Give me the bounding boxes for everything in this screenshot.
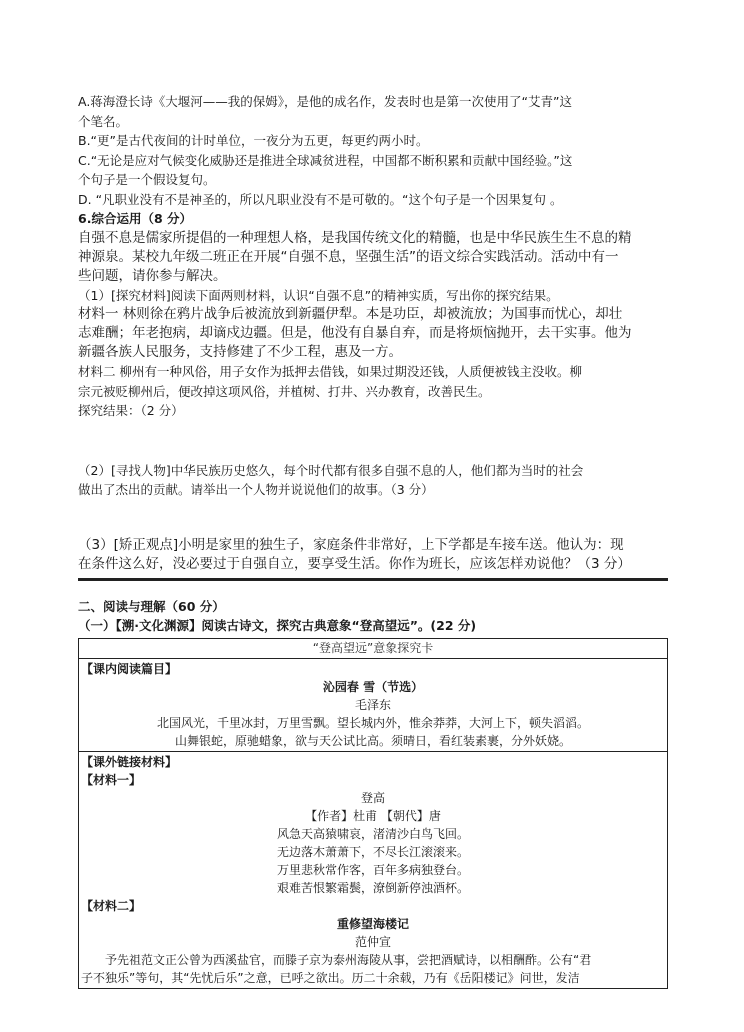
q6-part3-line1: （3）[矫正观点]小明是家里的独生子，家庭条件非常好，上下学都是车接车送。他认为：现	[78, 536, 624, 553]
section-divider	[78, 578, 668, 581]
answer-space-1	[78, 421, 668, 461]
material2-line2: 宗元被贬柳州后，便改掉这项风俗，并植树、打井、兴办教育，改善民生。	[78, 383, 491, 399]
card-extra-section	[79, 752, 667, 988]
q6-intro-line1: 自强不息是儒家所提倡的一种理想人格，是我国传统文化的精髓，也是中华民族生生不息的精	[78, 229, 632, 246]
q6-part2-line1: （2）[寻找人物]中华民族历史悠久，每个时代都有很多自强不息的人，他们都为当时的社会	[78, 462, 584, 478]
material2-line1: 材料二 柳州有一种风俗，用子女作为抵押去借钱，如果过期没还钱，人质便被钱主没收。柳	[78, 364, 582, 379]
q6-part2-line2: 做出了杰出的贡献。请举出一个人物并说说他们的故事。（3 分）	[78, 482, 434, 497]
option-d: D. “凡职业没有不是神圣的，所以凡职业没有不是可敬的。“这个句子是一个因果复句 。	[78, 191, 563, 207]
question-6-heading: 6.综合运用（8 分）	[78, 211, 192, 226]
material2-label: 【材料二】	[81, 898, 142, 913]
q6-part1: （1）[探究材料]阅读下面两则材料，认识“自强不息”的精神实质，写出你的探究结果。	[78, 287, 559, 303]
poem1-author: 毛泽东	[354, 697, 391, 712]
option-c-line1: C.“无论是应对气候变化威胁还是推进全球减贫进程，中国都不断积累和贡献中国经验。”这	[78, 152, 573, 168]
q6-part3-line2: 在条件这么好，没必要过于自强自立，要享受生活。你作为班长，应该怎样劝说他？（3 分）	[78, 555, 631, 572]
result-label: 探究结果：（2 分）	[78, 403, 184, 418]
poem2-meta: 【作者】杜甫 【朝代】唐	[305, 808, 441, 823]
option-b: B.“更”是古代夜间的计时单位，一夜分为五更，每更约两小时。	[78, 133, 429, 148]
poem2-line: 艰难苦恨繁霜鬓，潦倒新停浊酒杯。	[276, 880, 469, 895]
material1-label: 【材料一】	[81, 772, 142, 787]
extra-label: 【课外链接材料】	[81, 754, 178, 769]
prose-line1: 予先祖范文正公曾为西溪盐官，而滕子京为泰州海陵从事，尝把酒赋诗，以相酬酢。公有“君	[105, 952, 592, 967]
q6-intro-line3: 些问题，请你参与解决。	[78, 267, 227, 284]
poem2-line: 无边落木萧萧下，不尽长江滚滚来。	[276, 844, 469, 859]
prose-line2: 子不独乐”等句，其“先忧后乐”之意，已呼之欲出。历二十余载，乃有《岳阳楼记》问世，发洁	[81, 970, 580, 985]
poem1-line2: 山舞银蛇，原驰蜡象，欲与天公试比高。须晴日，看红装素裹，分外妖娆。	[174, 733, 571, 748]
document-page	[78, 92, 668, 989]
option-a-line1: A.蒋海澄长诗《大堰河——我的保姆》，是他的成名作，发表时也是第一次使用了“艾青”这	[78, 94, 573, 109]
material1-line3: 新疆各族人民服务，支持修建了不少工程，惠及一方。	[78, 344, 402, 360]
inquiry-card	[78, 638, 668, 989]
answer-space-2	[78, 500, 668, 536]
prose-title: 重修望海楼记	[336, 916, 409, 931]
option-a-line2: 个笔名。	[78, 113, 129, 129]
section2-subheading: （一）【溯·文化渊源】阅读古诗文，探究古典意象“登高望远”。(22 分)	[78, 618, 477, 633]
q6-intro-line2: 神源泉。某校九年级二班正在开展“自强不息，坚强生活”的语文综合实践活动。活动中有一	[78, 248, 619, 265]
poem1-title: 沁园春 雪（节选）	[322, 679, 424, 694]
material1-line2: 志难酬；年老抱病，却谪戍边疆。但是，他没有自暴自弃，而是将烦恼抛开，去干实事。他为	[78, 325, 632, 341]
card-title: “登高望远”意象探究卡	[79, 639, 667, 659]
poem2-line: 万里悲秋常作客，百年多病独登台。	[276, 862, 469, 877]
poem2-title: 登高	[360, 790, 385, 805]
poem1-line1: 北国风光，千里冰封，万里雪飘。望长城内外，惟余莽莽，大河上下，顿失滔滔。	[156, 715, 589, 730]
section2-heading: 二、阅读与理解（60 分）	[78, 598, 225, 614]
material1-line1: 材料一 林则徐在鸦片战争后被流放到新疆伊犁。本是功臣，却被流放；为国事而忧心，却壮	[78, 306, 623, 322]
prose-author: 范仲宣	[354, 934, 391, 949]
card-in-class-section	[79, 659, 667, 752]
poem2-line: 风急天高猿啸哀，渚清沙白鸟飞回。	[276, 826, 469, 841]
option-c-line2: 个句子是一个假设复句。	[78, 172, 216, 187]
in-class-label: 【课内阅读篇目】	[81, 661, 178, 676]
